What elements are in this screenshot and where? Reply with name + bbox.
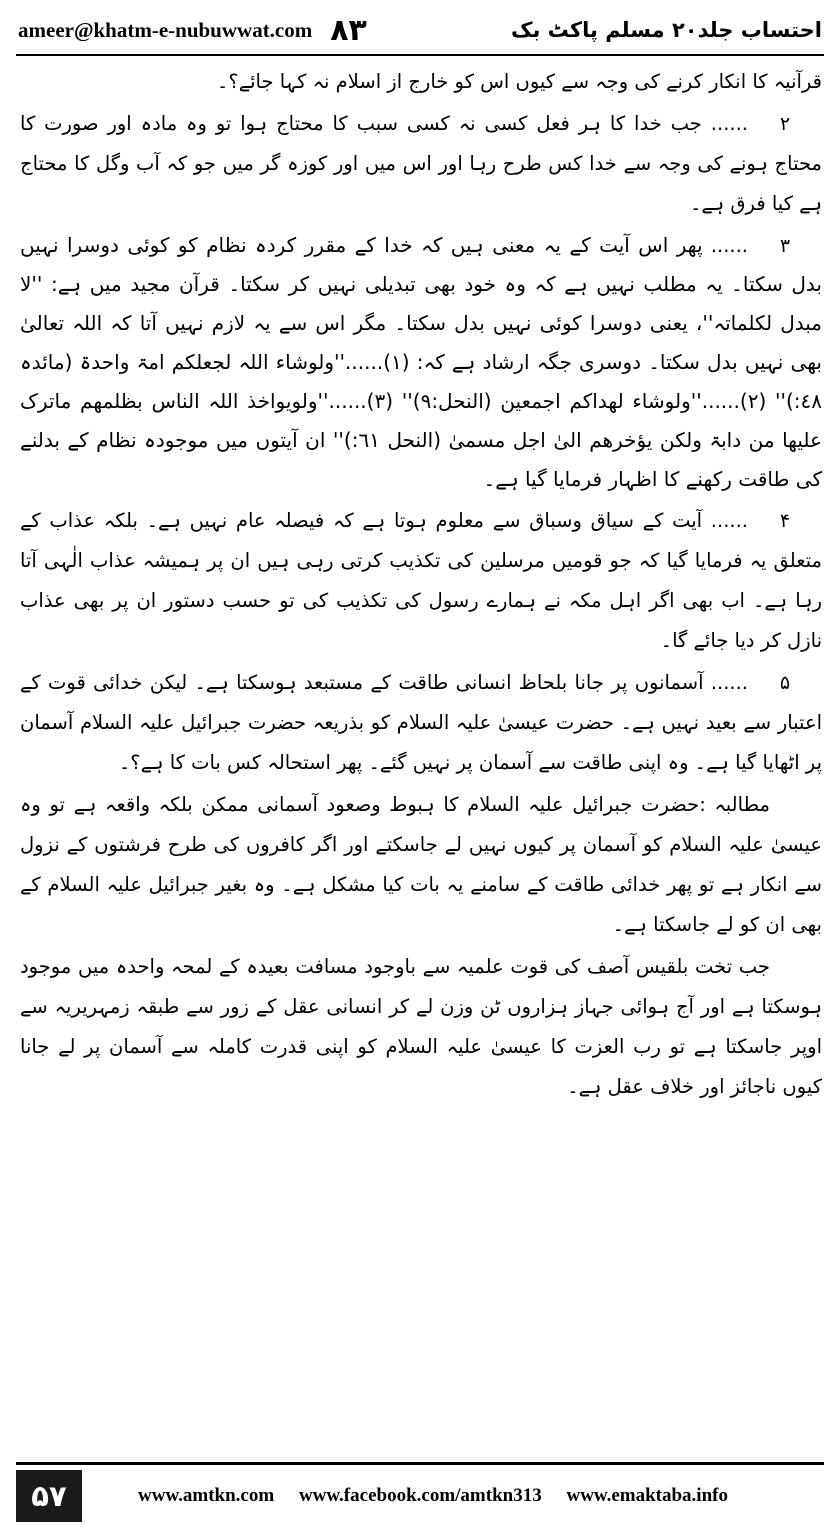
footer-link-facebook[interactable]: www.facebook.com/amtkn313: [298, 1485, 542, 1506]
paragraph-intro: [20, 62, 822, 102]
paragraph-number: ۳: [779, 235, 791, 257]
paragraph-3: [20, 226, 822, 499]
paragraph-text: جب تخت بلقیس آصف کی قوت علمیہ سے باوجود مسافت بعیدہ کے لمحہ واحدہ میں موجود ہوسکتا ہے اور آج ہوائی جہاز ہزاروں ٹن وزن لے کر انسانی عقل کے زور سے طبقہ زمہریریہ سے اوپر جاسکتا ہے تو رب العزت کا عیسیٰ علیہ السلام کو اپنی قدرت کاملہ سے آسمان پر لے جانا کیوں ناجائز اور خلاف عقل ہے۔: [20, 955, 822, 1098]
paragraph-last: [20, 947, 822, 1107]
page-header: [0, 0, 840, 56]
paragraph-number: ۵: [779, 672, 791, 694]
paragraph-text: حضرت جبرائیل علیہ السلام کا ہبوط وصعود آسمانی ممکن بلکہ واقعہ ہے تو وہ عیسیٰ علیہ السلام کو آسمان پر کیوں نہیں لے جاسکتے اور اگر کافروں کی طرح فرشتوں کے نزول سے انکار ہے تو پھر خدائی طاقت کے سامنے یہ بات کیا مشکل ہے۔ وہ بغیر جبرائیل علیہ السلام کے بھی ان کو لے جاسکتا ہے۔: [20, 793, 822, 936]
paragraph-4: [20, 501, 822, 661]
paragraph-dots: ......: [710, 112, 748, 135]
footer-content: [16, 1468, 824, 1524]
header-email: ameer@khatm-e-nubuwwat.com: [18, 17, 313, 42]
paragraph-text: پھر اس آیت کے یہ معنی ہیں کہ خدا کے مقرر کردہ نظام کو کوئی دوسرا نہیں بدل سکتا۔ یہ مطلب نہیں ہے کہ وہ خود بھی تبدیلی نہیں کر سکتا۔ قرآن مجید میں ہے: ''لا مبدل لکلماتہ''، یعنی دوسرا کوئی نہیں بدل سکتا۔ مگر اس سے یہ لازم نہیں آتا کہ اللہ تعالیٰ بھی نہیں بدل سکتا۔ دوسری جگہ ارشاد ہے کہ: (۱)......''ولوشاء اللہ لجعلکم امۃ واحدۃ (مائدہ ٤٨:)'' (۲)......''ولوشاء لھداکم اجمعین (النحل:۹)'' (۳)......''ولویواخذ اللہ الناس بظلمھم ماترک علیھا من دابۃ ولکن یؤخرھم الیٰ اجل مسمیٰ (النحل ٦١:)'' ان آیتوں میں موجودہ نظام کے بدلنے کی طاقت رکھنے کا اظہار فرمایا گیا ہے۔: [20, 233, 822, 491]
footer-divider: [16, 1462, 824, 1465]
paragraph-5: [20, 663, 822, 783]
header-left-group: [18, 13, 367, 48]
paragraph-text: جب خدا کا ہر فعل کسی نہ کسی سبب کا محتاج ہوا تو وہ مادہ اور صورت کا محتاج ہونے کی وجہ سے خدا کس طرح رہا اور اس میں اور کوزہ گر میں جو کہ آب وگل کا محتاج ہے کیا فرق ہے۔: [20, 112, 822, 215]
page-footer: [16, 1462, 824, 1526]
paragraph-mutalba: [20, 785, 822, 945]
paragraph-text: آسمانوں پر جانا بلحاظ انسانی طاقت کے مستبعد ہوسکتا ہے۔ لیکن خدائی قوت کے اعتبار سے بعید نہیں ہے۔ حضرت عیسیٰ علیہ السلام کو بذریعہ حضرت جبرائیل علیہ السلام آسمان پر اٹھایا گیا ہے۔ وہ اپنی طاقت سے آسمان پر نہیں گئے۔ پھر استحالہ کس بات کا ہے؟۔: [20, 671, 822, 774]
footer-link-website[interactable]: www.amtkn.com: [138, 1485, 275, 1506]
header-divider: [16, 54, 824, 56]
paragraph-dots: ......: [710, 509, 748, 532]
footer-links: [82, 1485, 824, 1507]
paragraph-text: آیت کے سیاق وسباق سے معلوم ہوتا ہے کہ فیصلہ عام نہیں ہے۔ بلکہ عذاب کے متعلق یہ فرمایا گیا کہ جو قومیں مرسلین کی تکذیب کرتی رہی ہیں ان پر ہمیشہ عذاب الٰہی آتا رہا ہے۔ اب بھی اگر اہل مکہ نے ہمارے رسول کی تکذیب کی تو حسب دستور ان پر بھی عذاب نازل کر دیا جائے گا۔: [20, 509, 822, 652]
footer-page-number: ۵۷: [16, 1470, 82, 1522]
header-page-number: ۸۳: [330, 12, 367, 48]
paragraph-dots: ......: [710, 671, 749, 694]
page-content: [20, 62, 822, 1444]
paragraph-label: مطالبہ :: [699, 793, 771, 816]
header-book-title: احتساب جلد۲۰ مسلم پاکٹ بک: [510, 18, 822, 42]
footer-link-emaktaba[interactable]: www.emaktaba.info: [566, 1485, 728, 1506]
paragraph-text: قرآنیہ کا انکار کرنے کی وجہ سے کیوں اس کو خارج از اسلام نہ کہا جائے؟۔: [216, 70, 822, 93]
paragraph-dots: ......: [710, 234, 749, 257]
paragraph-2: [20, 104, 822, 224]
paragraph-number: ۴: [779, 510, 791, 532]
paragraph-number: ۲: [779, 113, 791, 135]
